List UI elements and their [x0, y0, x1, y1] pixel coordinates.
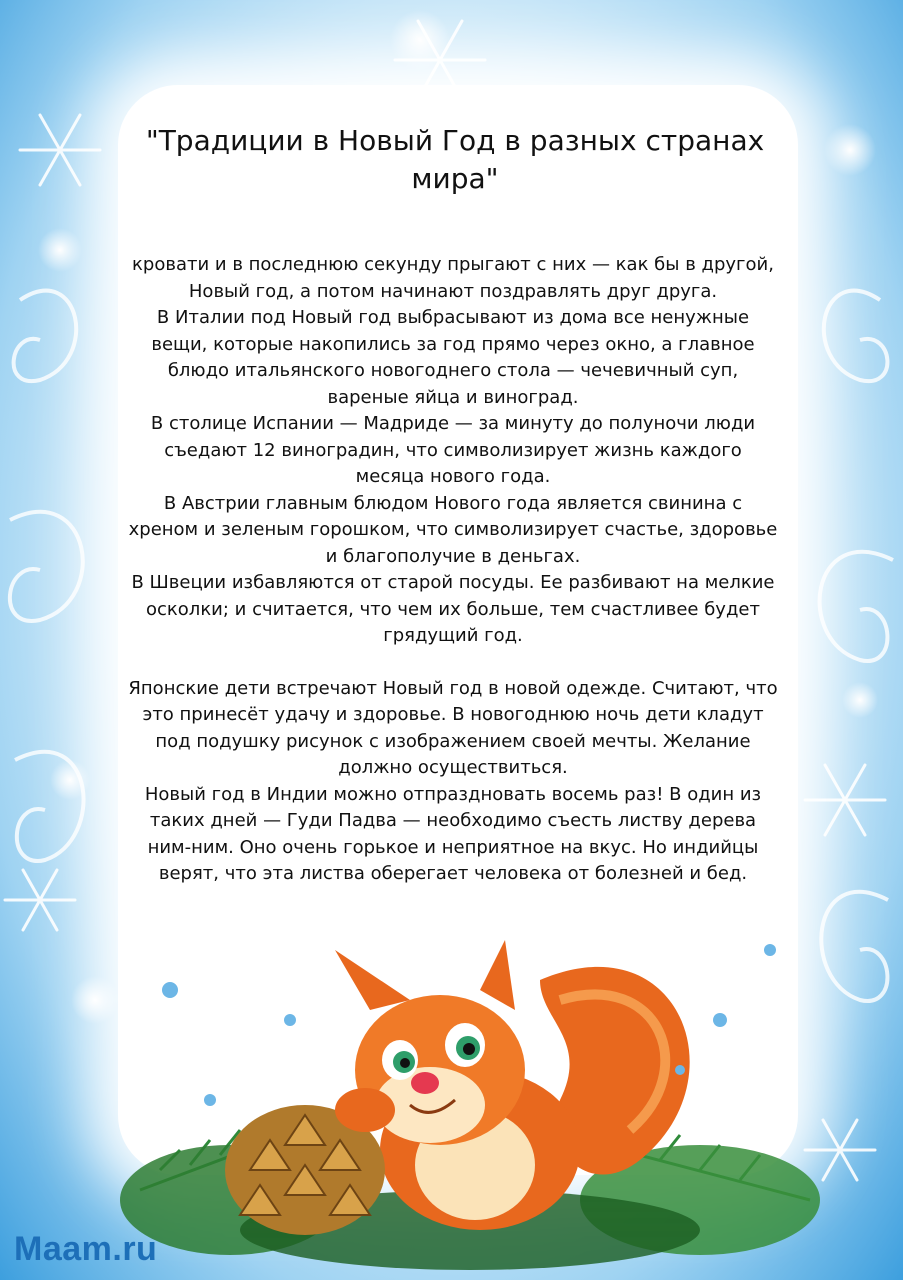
paragraph: Новый год в Индии можно отпраздновать восемь раз! В один из таких дней — Гуди Падва — необходимо съесть листву дерева ним-ним. Оно очень горькое и неприятное на вкус. Но индийцы верят, что эта листва оберегает человека от болезней и бед.: [144, 783, 762, 884]
page-title: "Традиции в Новый Год в разных странах мира": [145, 124, 765, 195]
paragraph: В столице Испании — Мадриде — за минуту до полуночи люди съедают 12 виноградин, что символизирует жизнь каждого месяца нового года.: [150, 413, 756, 487]
paragraph: В Австрии главным блюдом Нового года является свинина с хреном и зеленым горошком, что символизирует счастье, здоровье и благополучие в деньгах.: [128, 492, 778, 567]
site-logo[interactable]: Maam.ru: [14, 1230, 158, 1268]
paragraph: В Швеции избавляются от старой посуды. Ее разбивают на мелкие осколки; и считается, что чем их больше, тем счастливее будет грядущий год.: [131, 572, 775, 646]
paragraph: В Италии под Новый год выбрасывают из дома все ненужные вещи, которые накопились за год прямо через окно, а главное блюдо итальянского новогоднего стола — чечевичный суп, вареные яйца и виноград.: [151, 307, 755, 408]
paragraph: Японские дети встречают Новый год в новой одежде. Считают, что это принесёт удачу и здоровье. В новогоднюю ночь дети кладут под подушку рисунок с изображением своей мечты. Желание должно осуществиться.: [128, 677, 778, 778]
squirrel-illustration: [120, 900, 820, 1280]
paragraph-gap: [128, 650, 778, 676]
article-body: [128, 252, 778, 888]
paragraph: кровати и в последнюю секунду прыгают с них — как бы в другой, Новый год, а потом начинают поздравлять друг друга.: [132, 254, 774, 302]
